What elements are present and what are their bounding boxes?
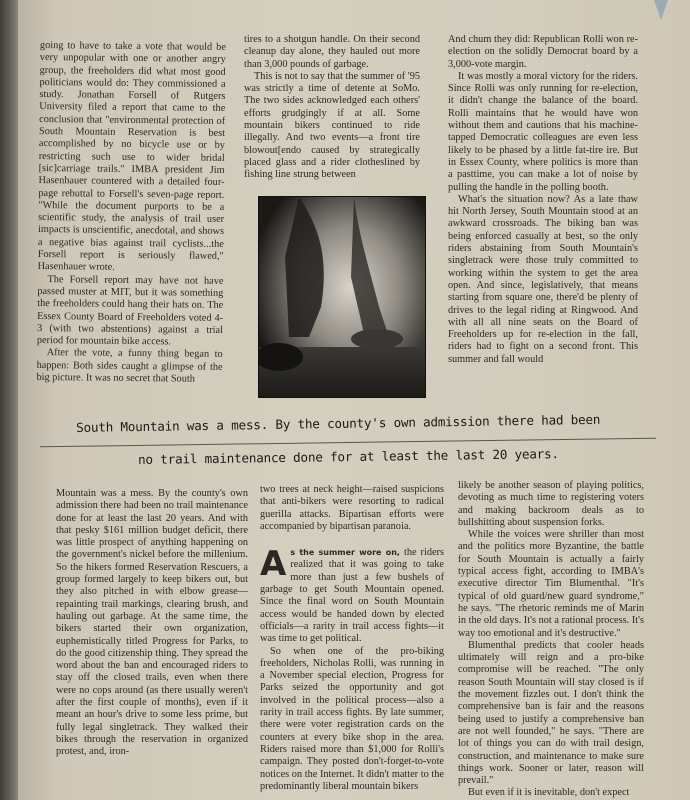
paragraph: While the voices were shriller than most and the politics more Byzantine, the battle for South Mountain is actually a fairly typical access fight, according to IMBA's executive director Tim Blumenthal. "It's typical of old guard/new guard syndrome," he says. "The rhetoric reminds me of Marin in the old days. It's not a rational process. It's way too emotional and it's destructive." xyxy=(458,529,644,639)
article-column-1 xyxy=(36,40,226,386)
pull-quote-line-1: South Mountain was a mess. By the county's own admission there had been xyxy=(76,411,601,435)
article-column-6 xyxy=(458,480,644,800)
article-column-5 xyxy=(260,484,444,793)
photo-image xyxy=(259,197,425,397)
magazine-page xyxy=(18,0,690,800)
article-column-4 xyxy=(56,488,248,759)
paragraph: The Forsell report may have not have passed muster at MIT, but it was something the freeholders could hang their hats on. The Essex County Board of Freeholders voted 4-3 (with two abstentions) against a trial period for mountain bike access. xyxy=(36,273,224,348)
article-column-3 xyxy=(448,34,638,366)
paragraph: likely be another season of playing politics, devoting as much time to registering voters and making backroom deals as to bullshitting about suspension forks. xyxy=(458,480,644,528)
paragraph: After the vote, a funny thing began to happen: Both sides caught a glimpse of the big picture. It was no secret that South xyxy=(36,347,223,385)
lead-in: s the summer wore on, xyxy=(290,548,400,558)
pull-quote-divider xyxy=(40,438,656,448)
article-column-2 xyxy=(244,34,420,182)
drop-cap: A xyxy=(260,544,287,585)
paragraph: What's the situation now? As a late thaw hit North Jersey, South Mountain stood at an awkward crossroads. The biking ban was being enforced casually at best, so the only riders abstaining from South Mountain's singletrack were those truly committed to working within the system to get the area open. And since, legislatively, that means starting from square one, there'd be plenty of drives to the legal riding at Ringwood. And with all all nine seats on the Board of Freeholders up for re-election in the fall, riders had to fight on a second front. This summer and fall would xyxy=(448,193,638,365)
paragraph: two trees at neck height—raised suspicions that anti-bikers were resorting to radical guerilla attacks. Bipartisan efforts were accompanied by bipartisan paranoia. xyxy=(260,484,444,532)
paragraph: tires to a shotgun handle. On their second cleanup day alone, they hauled out more than 3,000 pounds of garbage. xyxy=(244,34,420,70)
paragraph: going to have to take a vote that would be very unpopular with one or another angry group, the freeholders did what most good politicians would do: They commissioned a study. Jonathan Forsell of Rutgers University filed a report that came to the conclusion that "environmental protection of South Mountain Reservation is best accomplished by no bicycle use or by restricting such use to wider bridal [sic]carriage trails." IMBA president Jim Hasenhauer countered with a detailed four-page rebuttal to Forsell's seven-page report. "While the document purports to be a scientific study, the analysis of trail user impacts is unscientific, anecdotal, and shows a negative bias against trail cyclists...the Forsell report is seriously flawed," Hasenhauer wrote. xyxy=(37,40,226,274)
section-opening-paragraph xyxy=(260,544,444,645)
paragraph: Blumenthal predicts that cooler heads ultimately will reign and a pro-bike compromise will be reached. "The only reason South Mountain will stay closed is if the movement fizzles out. I don't think the comprehensive ban is fair and the reasons being used to justify a comprehensive ban are not well founded," he says. "There are lot of things you can do with trail design, construction, and maintenance to make sure things work. Sooner or later, reason will prevail." xyxy=(458,639,644,787)
paragraph: And chum they did: Republican Rolli won re-election on the solidly Democrat board by a 3,000-vote margin. xyxy=(448,34,638,70)
pull-quote-line-2: no trail maintenance done for at least the last 20 years. xyxy=(138,446,559,467)
page-corner-icon xyxy=(650,0,672,22)
paragraph: But even if it is inevitable, don't expect xyxy=(468,787,630,799)
paragraph: Mountain was a mess. By the county's own admission there had been no trail maintenance done for at least the last 20 years. And with that pesky $161 million budget deficit, there was little prospect of anything happening on the government's nickel before the millenium. So the hikers formed Reservation Rescuers, a group formed largely to keep bikers out, but they also pitched in with elbow grease—repainting trail markings, clearing brush, and hauling out garbage. At the same time, the bikers started their own organization, euphemistically titled Progress for Parks, to do the good citizenship thing. They spread the word about the ban and encouraged riders to stay off the closed trails, even when there were no cops around (as there usually weren't after the first couple of months), even if it meant an hour's drive to some less prime, but fully legal singletrack. They walked their bikes through the reservation in organized protest, and, iron- xyxy=(56,488,248,758)
paragraph: So when one of the pro-biking freeholders, Nicholas Rolli, was running in a November special election, Progress for Parks seized the opportunity and got involved in the political process—also a rarity in trail access fights. By late summer, there were voter registration cards on the counters at every bike shop in the area. Riders raised more than $1,000 for Rolli's campaign. They posted don't-forget-to-vote notices on the Internet. It didn't matter to the predominantly liberal mountain bikers xyxy=(260,645,444,792)
book-spine-shadow xyxy=(0,0,18,800)
paragraph: This is not to say that the summer of '95 was strictly a time of detente at SoMo. The two sides acknowledged each others' efforts grudgingly if at all. Some mountain bikers continued to ride illegally. And two events—a front tire blowout[endo caused by strategically placed glass and a rider clotheslined by fishing line strung between xyxy=(244,70,420,181)
paragraph: It was mostly a moral victory for the riders. Since Rolli was only running for re-election, it didn't change the balance of the board. Rolli maintains that he would have won without them and cautions that his machine-tapped Democratic colleagues are even less likely to be phased by a little fat-tire ire. But in Essex County, where politics is more than a pasttime, you can make a lot of noise by pulling the handle in the polling booth. xyxy=(448,70,638,193)
article-photo xyxy=(258,196,426,398)
paragraph-text: the riders realized that it was going to take more than just a few bushels of garbage to get South Mountain opened. Since the final word on South Mountain access would be handed down by elected officials—a rarity in trail access fights—it was time to get political. xyxy=(260,547,444,645)
